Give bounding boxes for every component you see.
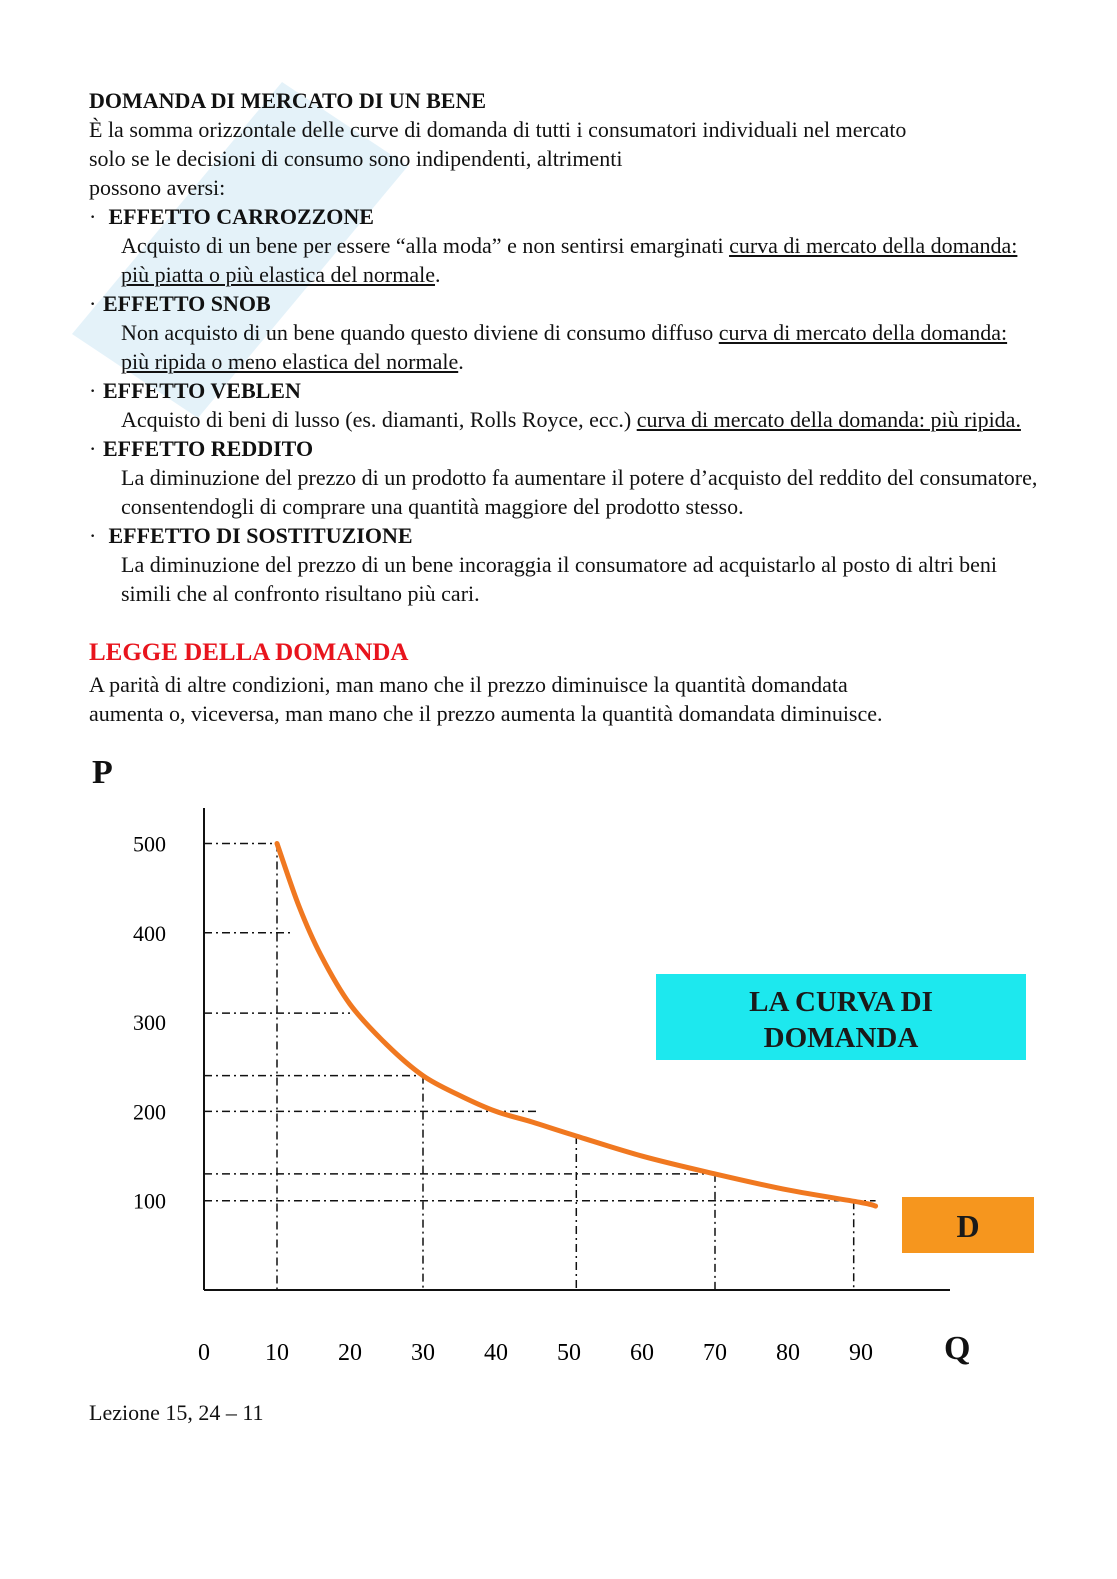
y-tick-300: 300 [133, 1010, 166, 1036]
effect-underlined: curva di mercato della domanda: più piatta o più elastica del normale [121, 233, 1018, 287]
effect-underlined: curva di mercato della domanda: più ripida. [636, 407, 1021, 432]
x-tick-90: 90 [849, 1340, 873, 1366]
intro-line-1: È la somma orizzontale delle curve di domanda di tutti i consumatori individuali nel mercato [89, 117, 907, 142]
effect-text: La diminuzione del prezzo di un prodotto fa aumentare il potere d’acquisto del reddito del consumatore, consentendogli di comprare una quantità maggiore del prodotto stesso. [121, 465, 1038, 519]
x-tick-50: 50 [557, 1340, 581, 1366]
x-axis-label: Q [944, 1330, 971, 1367]
y-axis-label: P [92, 754, 113, 791]
x-tick-20: 20 [338, 1340, 362, 1366]
effects-list [89, 202, 1039, 608]
legend-label: D [956, 1208, 980, 1244]
x-tick-60: 60 [630, 1340, 654, 1366]
bullet: · [89, 204, 97, 229]
guide-lines [204, 844, 876, 1291]
demand-chart [0, 790, 1117, 1380]
list-item [89, 289, 1039, 376]
list-item [89, 376, 1039, 434]
chart-title-line-1: LA CURVA DI [749, 986, 933, 1018]
law-line-1: A parità di altre condizioni, man mano che il prezzo diminuisce la quantità domandata [89, 672, 848, 697]
y-tick-labels [133, 832, 166, 1214]
bullet: · [89, 523, 97, 548]
effect-text: La diminuzione del prezzo di un bene incoraggia il consumatore ad acquistarlo al posto di altri beni simili che al confronto risultano più cari. [121, 552, 998, 606]
intro-line-2: solo se le decisioni di consumo sono indipendenti, altrimenti [89, 146, 623, 171]
law-line-2: aumenta o, viceversa, man mano che il prezzo aumenta la quantità domandata diminuisce. [89, 701, 883, 726]
x-tick-70: 70 [703, 1340, 727, 1366]
x-tick-10: 10 [265, 1340, 289, 1366]
intro-line-3: possono aversi: [89, 175, 226, 200]
footer-lesson: Lezione 15, 24 – 11 [89, 1400, 264, 1425]
effect-text: Acquisto di un bene per essere “alla moda” e non sentirsi emarginati [121, 233, 730, 258]
chart-title-line-2: DOMANDA [763, 1022, 919, 1054]
bullet: · [89, 291, 97, 316]
effect-title: EFFETTO DI SOSTITUZIONE [108, 523, 413, 548]
y-tick-100: 100 [133, 1188, 166, 1214]
x-tick-80: 80 [776, 1340, 800, 1366]
list-item [89, 434, 1039, 521]
x-tick-30: 30 [411, 1340, 435, 1366]
effect-underlined: curva di mercato della domanda: più ripida o meno elastica del normale [121, 320, 1008, 374]
effect-title: EFFETTO VEBLEN [103, 378, 301, 403]
list-item [89, 521, 1039, 608]
x-tick-labels [198, 1340, 873, 1366]
bullet: · [89, 378, 97, 403]
effect-text: Non acquisto di un bene quando questo diviene di consumo diffuso [121, 320, 719, 345]
document-body [89, 86, 1039, 728]
y-tick-500: 500 [133, 831, 166, 857]
effect-text: Acquisto di beni di lusso (es. diamanti, Rolls Royce, ecc.) [121, 407, 637, 432]
x-tick-40: 40 [484, 1340, 508, 1366]
bullet: · [89, 436, 97, 461]
effect-title: EFFETTO SNOB [103, 291, 271, 316]
y-tick-200: 200 [133, 1099, 166, 1125]
section-title-domanda-mercato: DOMANDA DI MERCATO DI UN BENE [89, 88, 487, 113]
list-item [89, 202, 1039, 289]
effect-tail: . [458, 349, 464, 374]
y-tick-400: 400 [133, 920, 166, 946]
section-title-legge-domanda: LEGGE DELLA DOMANDA [89, 639, 409, 666]
effect-title: EFFETTO CARROZZONE [108, 204, 374, 229]
effect-title: EFFETTO REDDITO [103, 436, 314, 461]
x-tick-0: 0 [198, 1340, 210, 1366]
effect-tail: . [435, 262, 441, 287]
